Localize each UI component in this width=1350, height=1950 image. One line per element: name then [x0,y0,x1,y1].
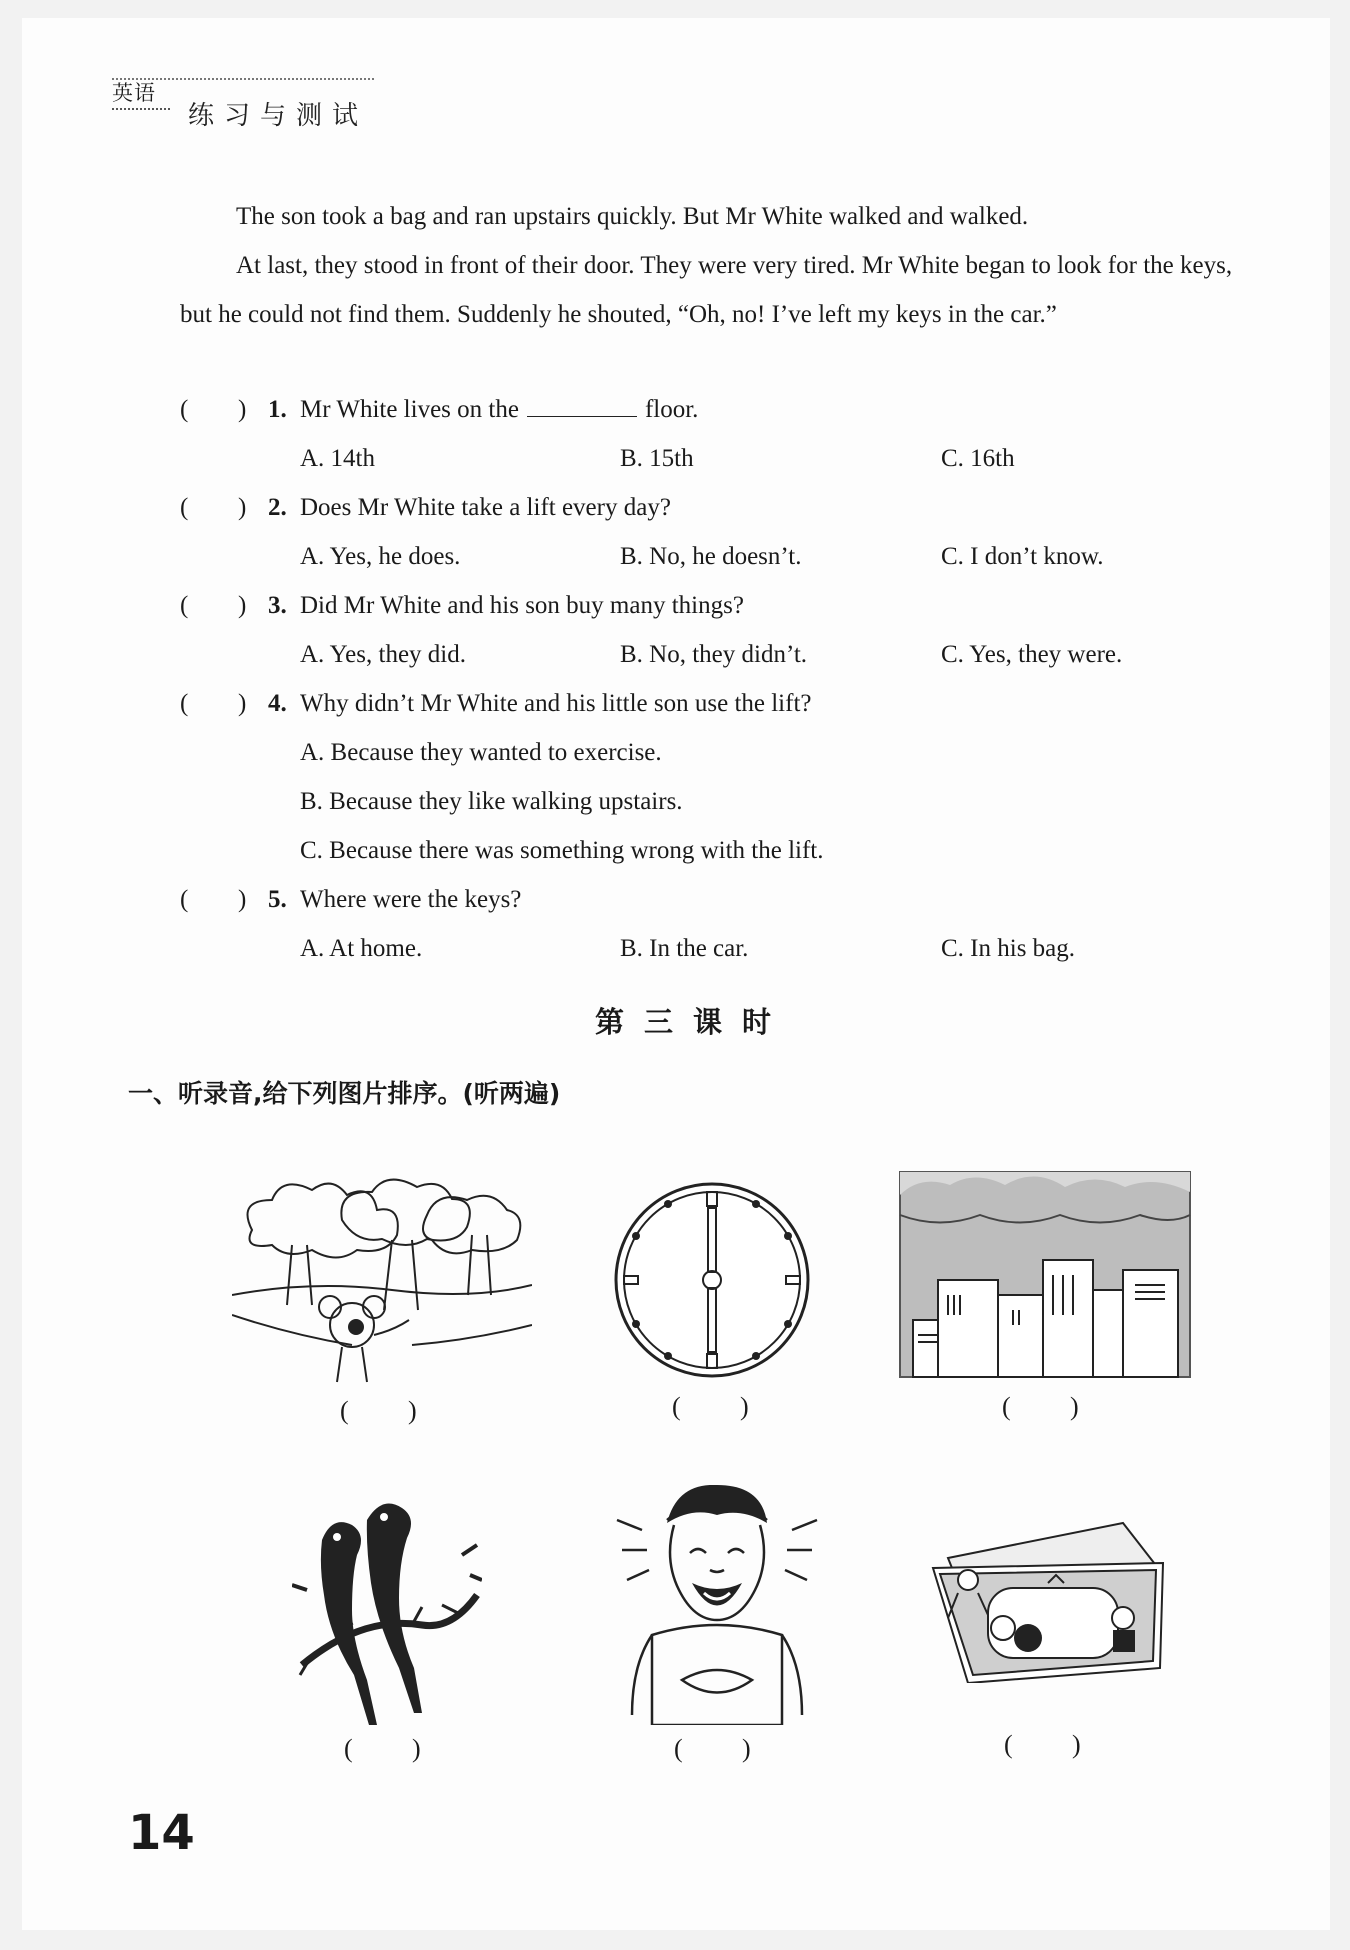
option-a: A. Yes, he does. [300,543,461,570]
question-number: 3. [268,592,287,619]
option-b: B. Because they like walking upstairs. [300,788,683,815]
header-title: 练习与测试 [188,101,369,131]
lesson-title: 第三课时 [595,1005,792,1039]
clock-six-oclock-icon [612,1180,812,1385]
question-number: 4. [268,690,287,717]
option-c: C. Because there was something wrong with the lift. [300,837,824,864]
passage-paragraph: The son took a bag and ran upstairs quickly. But Mr White walked and walked. [236,203,1029,230]
question-number: 5. [268,886,287,913]
section-heading: 一、听录音,给下列图片排序。(听两遍) [128,1079,561,1108]
passage-paragraph: At last, they stood in front of their door. They were very tired. Mr White began to look for the keys, but he could not find them. Suddenly he shouted, “Oh, no! I’ve left my keys in the car.” [180,252,1233,328]
option-a: A. At home. [300,935,423,962]
answer-blank[interactable] [527,390,637,417]
question-stem: Does Mr White take a lift every day? [300,494,671,521]
greeting-card-icon [928,1518,1168,1688]
option-b: B. 15th [620,445,694,472]
cloudy-city-icon [898,1170,1193,1385]
mouse-in-park-icon [232,1175,532,1390]
option-b: B. In the car. [620,935,749,962]
option-c: C. 16th [941,445,1015,472]
parrots-icon [292,1495,482,1730]
reading-passage [180,192,1250,339]
question-stem: Why didn’t Mr White and his little son use the lift? [300,690,812,717]
question-number: 2. [268,494,287,521]
option-c: C. I don’t know. [941,543,1104,570]
option-b: B. No, he doesn’t. [620,543,802,570]
option-b: B. No, they didn’t. [620,641,808,668]
option-a: A. Because they wanted to exercise. [300,739,662,766]
option-a: A. Yes, they did. [300,641,466,668]
page-number: 14 [128,1805,195,1861]
laughing-boy-icon [612,1485,822,1730]
question-stem: Mr White lives on the floor. [300,390,698,430]
question-stem: Did Mr White and his son buy many things? [300,592,744,619]
option-c: C. In his bag. [941,935,1076,962]
question-number: 1. [268,396,287,423]
option-c: C. Yes, they were. [941,641,1123,668]
option-a: A. 14th [300,445,375,472]
question-stem: Where were the keys? [300,886,522,913]
header-subject: 英语 [112,78,170,110]
